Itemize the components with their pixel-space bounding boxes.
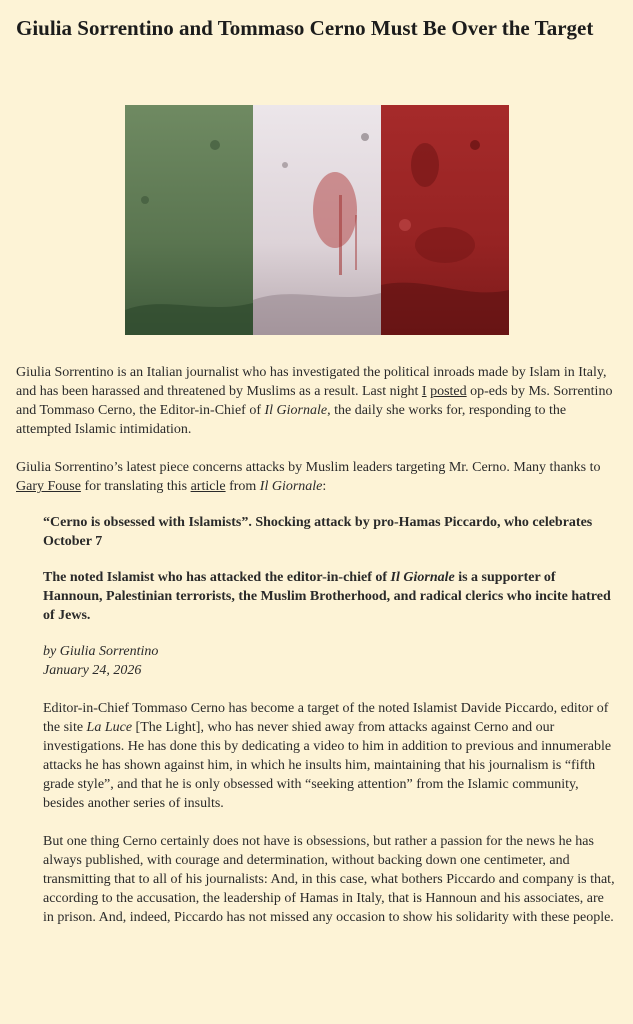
site-name: La Luce xyxy=(86,720,133,735)
byline xyxy=(43,642,617,680)
intro-paragraph-2 xyxy=(16,458,617,496)
subheadline-text: is a supporter of Hannoun, Palestinian terrorists, the Muslim Brotherhood, and radical clerics who incite hatred of Jews. xyxy=(43,570,611,623)
hero-image xyxy=(125,105,509,335)
article-title: Giulia Sorrentino and Tommaso Cerno Must Be Over the Target xyxy=(16,16,594,40)
quote-subheadline xyxy=(43,568,617,625)
link-gary-fouse[interactable]: Gary Fouse xyxy=(16,479,81,494)
date: January 24, 2026 xyxy=(43,663,142,678)
blockquote xyxy=(16,513,617,927)
newspaper-name: Il Giornale xyxy=(259,479,323,494)
quote-paragraph-2: But one thing Cerno certainly does not have is obsessions, but rather a passion for the news he has always published, with courage and determination, without backing down one centimeter, and transmitting that to all of his journalists: And, in this case, what bothers Piccardo and company is that, according to the accusation, the leadership of Hamas in Italy, that is Hannoun and his associates, are in prison. And, indeed, Piccardo has not missed any occasion to show his solidarity with these people. xyxy=(43,834,615,925)
link-i[interactable]: I xyxy=(421,384,427,399)
paragraph-text: Editor-in-Chief Tommaso Cerno has become a target of the noted Islamist Davide Piccardo, editor of the site xyxy=(43,701,609,735)
author: by Giulia Sorrentino xyxy=(43,644,159,659)
intro-text: Giulia Sorrentino is an Italian journalist who has investigated the political inroads made by Islam in Italy, and has been harassed and threatened by Muslims as a result. Last night xyxy=(16,365,607,399)
quote-headline: “Cerno is obsessed with Islamists”. Shocking attack by pro-Hamas Piccardo, who celebrates October 7 xyxy=(43,515,593,549)
intro-paragraph-1 xyxy=(16,363,617,439)
intro-text: op-eds by Ms. Sorrentino and Tommaso Cerno, the Editor-in-Chief of xyxy=(16,384,613,418)
newspaper-name: Il Giornale xyxy=(390,570,455,585)
link-article[interactable]: article xyxy=(190,479,226,494)
intro-text: Giulia Sorrentino’s latest piece concerns attacks by Muslim leaders targeting Mr. Cerno. Many thanks to xyxy=(16,460,601,475)
quote-paragraph-1 xyxy=(43,699,617,813)
intro-text: from xyxy=(225,479,260,494)
subheadline-text: The noted Islamist who has attacked the editor-in-chief of xyxy=(43,570,391,585)
intro-text: , the daily she works for, responding to the attempted Islamic intimidation. xyxy=(16,403,567,437)
intro-text: : xyxy=(322,479,327,494)
intro-text: for translating this xyxy=(80,479,191,494)
newspaper-name: Il Giornale xyxy=(264,403,328,418)
paragraph-text: [The Light], who has never shied away from attacks against Cerno and our investigations. He has done this by dedicating a video to him in addition to previous and innumerable attacks he has shown against him, in which he insults him, maintaining that his journalism is “fifth grade style”, and that he is only obsessed with “seeking attention” from the Islamic community, besides another series of insults. xyxy=(43,720,612,811)
link-posted[interactable]: posted xyxy=(430,384,467,399)
